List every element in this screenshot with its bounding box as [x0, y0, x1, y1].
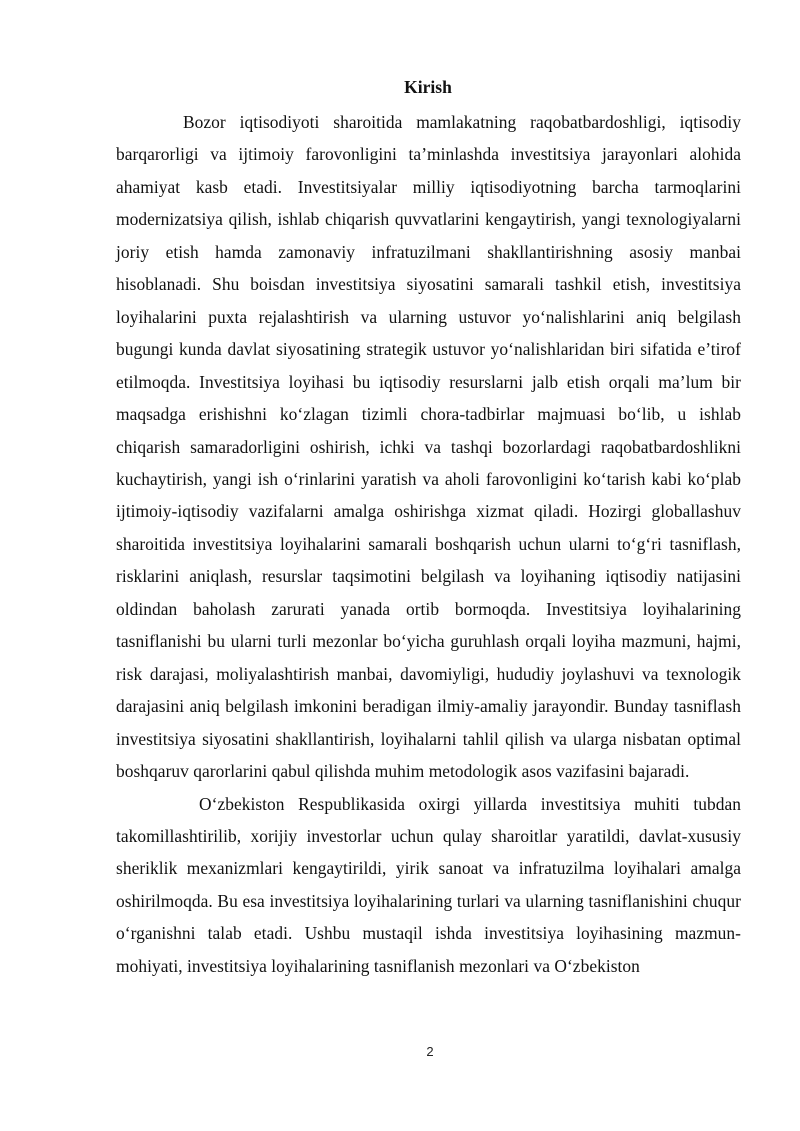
- paragraph-uzbekistan: O‘zbekiston Respublikasida oxirgi yillarda investitsiya muhiti tubdan takomillashtirilib, xorijiy investorlar uchun qulay sharoitlar yaratildi, davlat-xususiy sheriklik mexanizmlari kengaytirildi, yirik sanoat va infratuzilma loyihalari amalga oshirilmoqda. Bu esa investitsiya loyihalarining turlari va ularning tasniflanishini chuqur o‘rganishni talab etadi. Ushbu mustaqil ishda investitsiya loyihasining mazmun-mohiyati, investitsiya loyihalarining tasniflanish mezonlari va O‘zbekiston: [116, 793, 741, 976]
- page-number: 2: [426, 1044, 434, 1059]
- section-heading: Kirish: [404, 77, 452, 97]
- body-text: [116, 106, 741, 982]
- paragraph-intro: Bozor iqtisodiyoti sharoitida mamlakatning raqobatbardoshligi, iqtisodiy barqarorligi va ijtimoiy farovonligini ta’minlashda investitsiya jarayonlari alohida ahamiyat kasb etadi. Investitsiyalar milliy iqtisodiyotning barcha tarmoqlarini modernizatsiya qilish, ishlab chiqarish quvvatlarini kengaytirish, yangi texnologiyalarni joriy etish hamda zamonaviy infratuzilmani shakllantirishning asosiy manbai hisoblanadi. Shu boisdan investitsiya siyosatini samarali tashkil etish, investitsiya loyihalarini puxta rejalashtirish va ularning ustuvor yo‘nalishlarini aniq belgilash bugungi kunda davlat siyosatining strategik ustuvor yo‘nalishlaridan biri sifatida e’tirof etilmoqda. Investitsiya loyihasi bu iqtisodiy resurslarni jalb etish orqali ma’lum bir maqsadga erishishni ko‘zlagan tizimli chora-tadbirlar majmuasi bo‘lib, u ishlab chiqarish samaradorligini oshirish, ichki va tashqi bozorlardagi raqobatbardoshlikni kuchaytirish, yangi ish o‘rinlarini yaratish va aholi farovonligini ko‘tarish kabi ko‘plab ijtimoiy-iqtisodiy vazifalarni amalga oshirishga xizmat qiladi. Hozirgi globallashuv sharoitida investitsiya loyihalarini samarali boshqarish uchun ularni to‘g‘ri tasniflash, risklarini aniqlash, resurslar taqsimotini belgilash va loyihaning iqtisodiy natijasini oldindan baholash zarurati yanada ortib bormoqda. Investitsiya loyihalarining tasniflanishi bu ularni turli mezonlar bo‘yicha guruhlash orqali loyiha mazmuni, hajmi, risk darajasi, moliyalashtirish manbai, davomiyligi, hududiy joylashuvi va texnologik darajasini aniq belgilash imkonini beradigan ilmiy-amaliy jarayondir. Bunday tasniflash investitsiya siyosatini shakllantirish, loyihalarni tahlil qilish va ularga nisbatan optimal boshqaruv qarorlarini qabul qilishda muhim metodologik asos vazifasini bajaradi.: [116, 112, 741, 782]
